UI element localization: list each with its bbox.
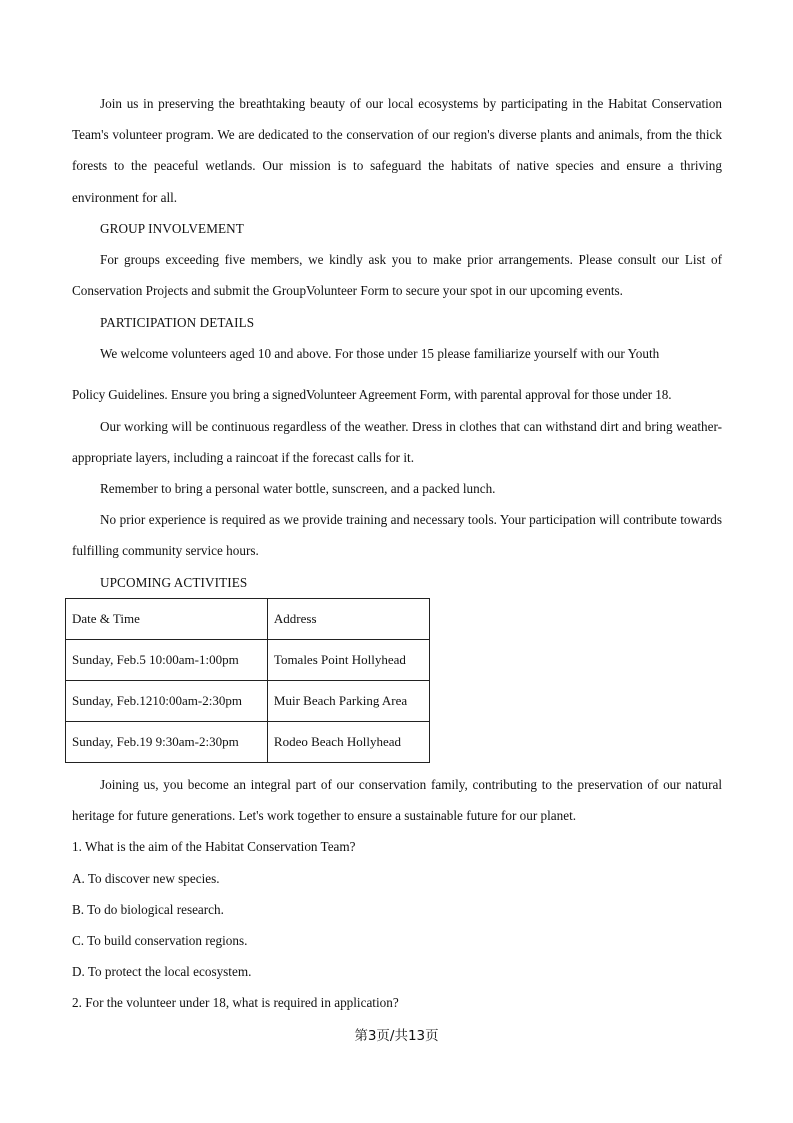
participation-paragraph-1-line-1: We welcome volunteers aged 10 and above. For those under 15 please familiarize yourself with our Youth xyxy=(100,346,660,362)
activities-table xyxy=(65,598,430,763)
group-paragraph: For groups exceeding five members, we kindly ask you to make prior arrangements. Please consult our List of Conservation Projects and submit the GroupVolunteer Form to secure your spot in our upcoming events. xyxy=(72,252,722,299)
group-section xyxy=(72,213,722,307)
table-row xyxy=(66,722,430,763)
participation-paragraph-1-line-2: Policy Guidelines. Ensure you bring a signedVolunteer Agreement Form, with parental approval for those under 18. xyxy=(72,387,672,403)
table-row xyxy=(66,640,430,681)
closing-paragraph: Joining us, you become an integral part of our conservation family, contributing to the preservation of our natural heritage for future generations. Let's work together to ensure a sustainable future for our planet. xyxy=(72,777,722,824)
table-cell-date: Sunday, Feb.1210:00am-2:30pm xyxy=(66,681,268,722)
question-1-option-d: D. To protect the local ecosystem. xyxy=(72,964,252,980)
table-cell-address: Muir Beach Parking Area xyxy=(267,681,429,722)
table-row xyxy=(66,681,430,722)
intro-paragraph: Join us in preserving the breathtaking beauty of our local ecosystems by participating in the Habitat Conservation Team's volunteer program. We are dedicated to the conservation of our region's diverse plants and animals, from the thick forests to the peaceful wetlands. Our mission is to safeguard the habitats of native species and ensure a thriving environment for all. xyxy=(72,96,722,205)
group-heading: GROUP INVOLVEMENT xyxy=(100,221,244,236)
table-header-date: Date & Time xyxy=(66,599,268,640)
table-cell-date: Sunday, Feb.5 10:00am-1:00pm xyxy=(66,640,268,681)
participation-paragraph-4: No prior experience is required as we provide training and necessary tools. Your participation will contribute towards fulfilling community service hours. xyxy=(72,512,722,559)
activities-heading: UPCOMING ACTIVITIES xyxy=(100,574,248,590)
table-header-row xyxy=(66,599,430,640)
question-1: 1. What is the aim of the Habitat Conservation Team? xyxy=(72,839,356,855)
participation-paragraph-3: Remember to bring a personal water bottle, sunscreen, and a packed lunch. xyxy=(100,481,496,497)
question-1-option-c: C. To build conservation regions. xyxy=(72,933,248,949)
participation-paragraph-2: Our working will be continuous regardless of the weather. Dress in clothes that can withstand dirt and bring weather-appropriate layers, including a raincoat if the forecast calls for it. xyxy=(72,418,722,465)
question-2: 2. For the volunteer under 18, what is required in application? xyxy=(72,995,399,1011)
table-cell-address: Tomales Point Hollyhead xyxy=(267,640,429,681)
table-header-address: Address xyxy=(267,599,429,640)
question-1-option-a: A. To discover new species. xyxy=(72,870,220,886)
table-cell-date: Sunday, Feb.19 9:30am-2:30pm xyxy=(66,722,268,763)
closing-section xyxy=(72,769,722,1019)
table-cell-address: Rodeo Beach Hollyhead xyxy=(267,722,429,763)
participation-section xyxy=(72,307,722,598)
intro-section xyxy=(72,88,722,213)
page-number-footer: 第3页/共13页 xyxy=(354,1028,439,1044)
question-1-option-b: B. To do biological research. xyxy=(72,901,224,917)
participation-heading: PARTICIPATION DETAILS xyxy=(100,315,255,330)
